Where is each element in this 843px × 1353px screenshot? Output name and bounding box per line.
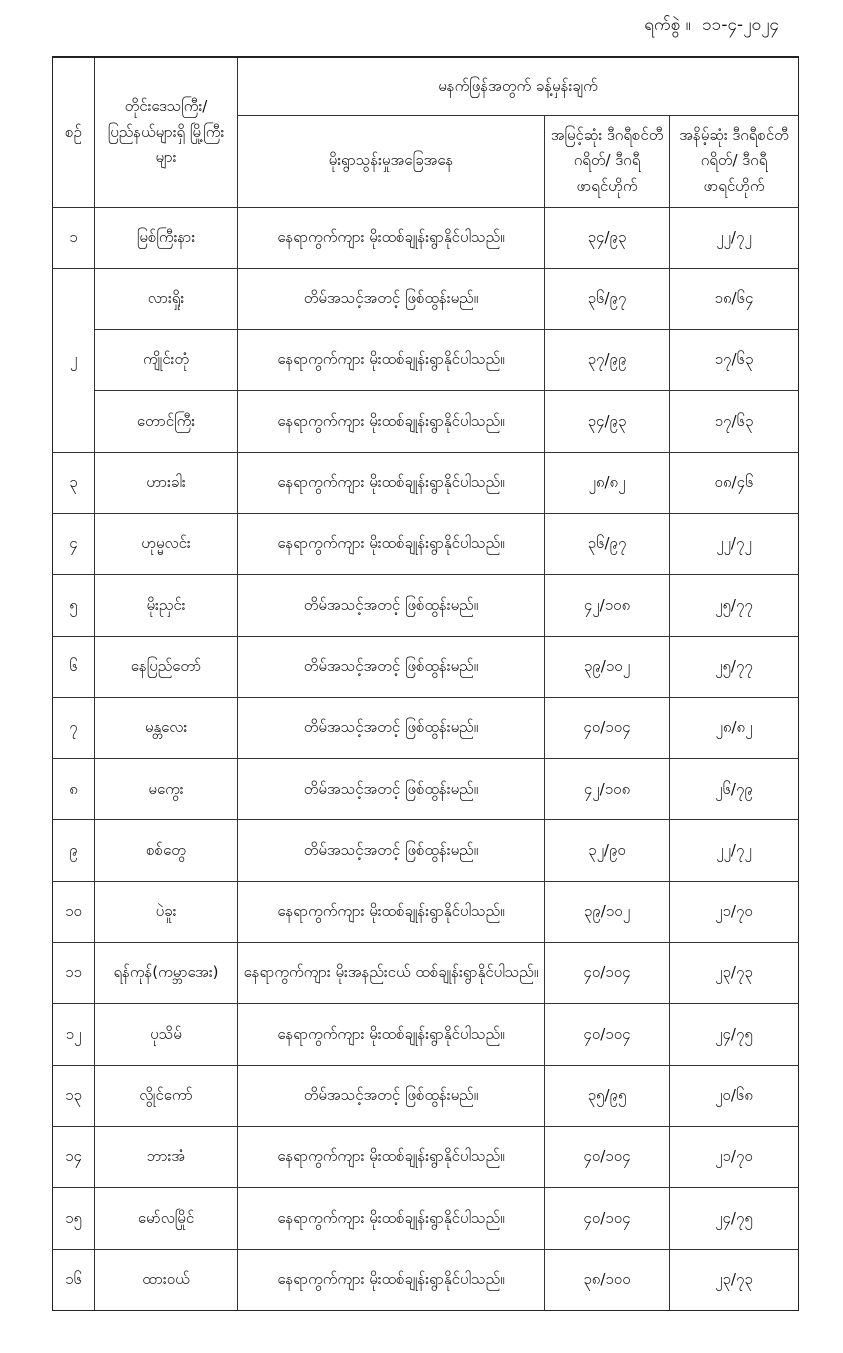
header-no: စဉ် — [53, 57, 95, 207]
row-condition: တိမ်အသင့်အတင့် ဖြစ်ထွန်းမည်။ — [238, 268, 545, 329]
row-min: ၂၁/၇၀ — [670, 881, 799, 942]
row-max: ၄၀/၁၀၄ — [545, 1188, 670, 1249]
row-min: ၂၄/၇၅ — [670, 1004, 799, 1065]
row-max: ၃၈/၁၀၀ — [545, 1249, 670, 1310]
row-city: မိုးညှင်း — [95, 575, 238, 636]
header-max-temp: အမြင့်ဆုံး ဒီဂရီစင်တီဂရိတ်/ ဒီဂရီဖာရင်ဟိုက် — [545, 115, 670, 207]
row-city: ဘားအံ — [95, 1126, 238, 1187]
row-no: ၇ — [53, 697, 95, 758]
row-condition: နေရာကွက်ကျား မိုးထစ်ချုန်းရွာနိုင်ပါသည်။ — [238, 513, 545, 574]
row-no: ၆ — [53, 636, 95, 697]
row-min: ၂၀/၆၈ — [670, 1065, 799, 1126]
row-condition: နေရာကွက်ကျား မိုးထစ်ချုန်းရွာနိုင်ပါသည်။ — [238, 881, 545, 942]
row-no: ၁၃ — [53, 1065, 95, 1126]
row-condition: နေရာကွက်ကျား မိုးထစ်ချုန်းရွာနိုင်ပါသည်။ — [238, 207, 545, 268]
row-city: မန္တလေး — [95, 697, 238, 758]
row-condition: နေရာကွက်ကျား မိုးထစ်ချုန်းရွာနိုင်ပါသည်။ — [238, 391, 545, 452]
table-row — [53, 820, 799, 881]
header-condition: မိုးရွာသွန်းမှုအခြေအနေ — [238, 115, 545, 207]
table-row — [53, 1004, 799, 1065]
table-row — [53, 636, 799, 697]
row-city: စစ်တွေ — [95, 820, 238, 881]
date-value: ၁၁-၄-၂၀၂၄ — [702, 15, 779, 35]
row-min: ၂၁/၇၀ — [670, 1126, 799, 1187]
row-condition: နေရာကွက်ကျား မိုးထစ်ချုန်းရွာနိုင်ပါသည်။ — [238, 1126, 545, 1187]
row-min: ၂၂/၇၂ — [670, 513, 799, 574]
row-no: ၁၅ — [53, 1188, 95, 1249]
table-row — [53, 759, 799, 820]
row-city: တောင်ကြီး — [95, 391, 238, 452]
row-condition: တိမ်အသင့်အတင့် ဖြစ်ထွန်းမည်။ — [238, 575, 545, 636]
row-city: လားရှိုး — [95, 268, 238, 329]
row-no: ၄ — [53, 513, 95, 574]
row-no: ၁၁ — [53, 943, 95, 1004]
forecast-table — [52, 56, 799, 1311]
row-max: ၄၀/၁၀၄ — [545, 1004, 670, 1065]
row-no: ၁ — [53, 207, 95, 268]
row-no: ၁၄ — [53, 1126, 95, 1187]
row-city: ကျိုင်းတုံ — [95, 330, 238, 391]
row-city: လွိုင်ကော် — [95, 1065, 238, 1126]
row-min: ၁၈/၆၄ — [670, 268, 799, 329]
date-label: ရက်စွဲ ။ — [644, 15, 691, 35]
row-max: ၃၆/၉၇ — [545, 268, 670, 329]
row-max: ၃၄/၉၃ — [545, 391, 670, 452]
row-condition: နေရာကွက်ကျား မိုးထစ်ချုန်းရွာနိုင်ပါသည်။ — [238, 1249, 545, 1310]
document-date — [638, 14, 779, 39]
row-city: မကွေး — [95, 759, 238, 820]
table-row — [53, 575, 799, 636]
row-max: ၃၅/၉၅ — [545, 1065, 670, 1126]
row-city: ထားဝယ် — [95, 1249, 238, 1310]
row-min: ၂၄/၇၅ — [670, 1188, 799, 1249]
table-row — [53, 207, 799, 268]
row-max: ၃၂/၉၀ — [545, 820, 670, 881]
table-row — [53, 1126, 799, 1187]
row-city: ဟုမ္မလင်း — [95, 513, 238, 574]
row-no: ၁၀ — [53, 881, 95, 942]
table-row — [53, 1188, 799, 1249]
table-row — [53, 697, 799, 758]
row-city: ပဲခူး — [95, 881, 238, 942]
row-condition: နေရာကွက်ကျား မိုးထစ်ချုန်းရွာနိုင်ပါသည်။ — [238, 1188, 545, 1249]
row-condition: တိမ်အသင့်အတင့် ဖြစ်ထွန်းမည်။ — [238, 820, 545, 881]
row-max: ၄၂/၁၀၈ — [545, 759, 670, 820]
row-condition: နေရာကွက်ကျား မိုးထစ်ချုန်းရွာနိုင်ပါသည်။ — [238, 330, 545, 391]
row-max: ၃၇/၉၉ — [545, 330, 670, 391]
header-city: တိုင်းဒေသကြီး/ ပြည်နယ်များရှိ မြို့ကြီးများ — [95, 57, 238, 207]
row-min: ၂၆/၇၉ — [670, 759, 799, 820]
header-forecast-group: မနက်ဖြန်အတွက် ခန့်မှန်းချက် — [238, 57, 799, 115]
row-condition: တိမ်အသင့်အတင့် ဖြစ်ထွန်းမည်။ — [238, 697, 545, 758]
row-min: ၂၂/၇၂ — [670, 820, 799, 881]
row-max: ၃၄/၉၃ — [545, 207, 670, 268]
row-max: ၄၀/၁၀၄ — [545, 697, 670, 758]
row-city: ရန်ကုန်(ကမ္ဘာအေး) — [95, 943, 238, 1004]
row-condition: တိမ်အသင့်အတင့် ဖြစ်ထွန်းမည်။ — [238, 1065, 545, 1126]
row-max: ၄၂/၁၀၈ — [545, 575, 670, 636]
row-city: နေပြည်တော် — [95, 636, 238, 697]
row-min: ၂၃/၇၃ — [670, 1249, 799, 1310]
row-no: ၁၂ — [53, 1004, 95, 1065]
row-max: ၃၉/၁၀၂ — [545, 881, 670, 942]
row-min: ၁၇/၆၃ — [670, 330, 799, 391]
row-no: ၂ — [53, 268, 95, 452]
row-city: ဟားခါး — [95, 452, 238, 513]
row-condition: နေရာကွက်ကျား မိုးအနည်းငယ် ထစ်ချုန်းရွာနိုင်ပါသည်။ — [238, 943, 545, 1004]
row-city: ပုသိမ် — [95, 1004, 238, 1065]
table-row — [53, 943, 799, 1004]
row-max: ၃၉/၁၀၂ — [545, 636, 670, 697]
row-condition: တိမ်အသင့်အတင့် ဖြစ်ထွန်းမည်။ — [238, 759, 545, 820]
row-city: မြစ်ကြီးနား — [95, 207, 238, 268]
row-max: ၃၆/၉၇ — [545, 513, 670, 574]
row-min: ၁၇/၆၃ — [670, 391, 799, 452]
row-min: ၂၃/၇၃ — [670, 943, 799, 1004]
table-row — [53, 330, 799, 391]
row-min: ၂၅/၇၇ — [670, 575, 799, 636]
row-no: ၁၆ — [53, 1249, 95, 1310]
row-min: ၂၂/၇၂ — [670, 207, 799, 268]
row-condition: တိမ်အသင့်အတင့် ဖြစ်ထွန်းမည်။ — [238, 636, 545, 697]
row-no: ၃ — [53, 452, 95, 513]
table-row — [53, 1249, 799, 1310]
table-row — [53, 881, 799, 942]
table-row — [53, 391, 799, 452]
row-max: ၄၀/၁၀၄ — [545, 943, 670, 1004]
row-condition: နေရာကွက်ကျား မိုးထစ်ချုန်းရွာနိုင်ပါသည်။ — [238, 452, 545, 513]
row-no: ၉ — [53, 820, 95, 881]
row-max: ၂၈/၈၂ — [545, 452, 670, 513]
table-row — [53, 1065, 799, 1126]
row-min: ၂၅/၇၇ — [670, 636, 799, 697]
row-min: ၂၈/၈၂ — [670, 697, 799, 758]
row-city: မော်လမြိုင် — [95, 1188, 238, 1249]
row-no: ၈ — [53, 759, 95, 820]
table-row — [53, 268, 799, 329]
row-condition: နေရာကွက်ကျား မိုးထစ်ချုန်းရွာနိုင်ပါသည်။ — [238, 1004, 545, 1065]
row-min: ၀၈/၄၆ — [670, 452, 799, 513]
table-row — [53, 513, 799, 574]
header-min-temp: အနိမ့်ဆုံး ဒီဂရီစင်တီဂရိတ်/ ဒီဂရီဖာရင်ဟိုက် — [670, 115, 799, 207]
row-no: ၅ — [53, 575, 95, 636]
row-max: ၄၀/၁၀၄ — [545, 1126, 670, 1187]
table-row — [53, 452, 799, 513]
